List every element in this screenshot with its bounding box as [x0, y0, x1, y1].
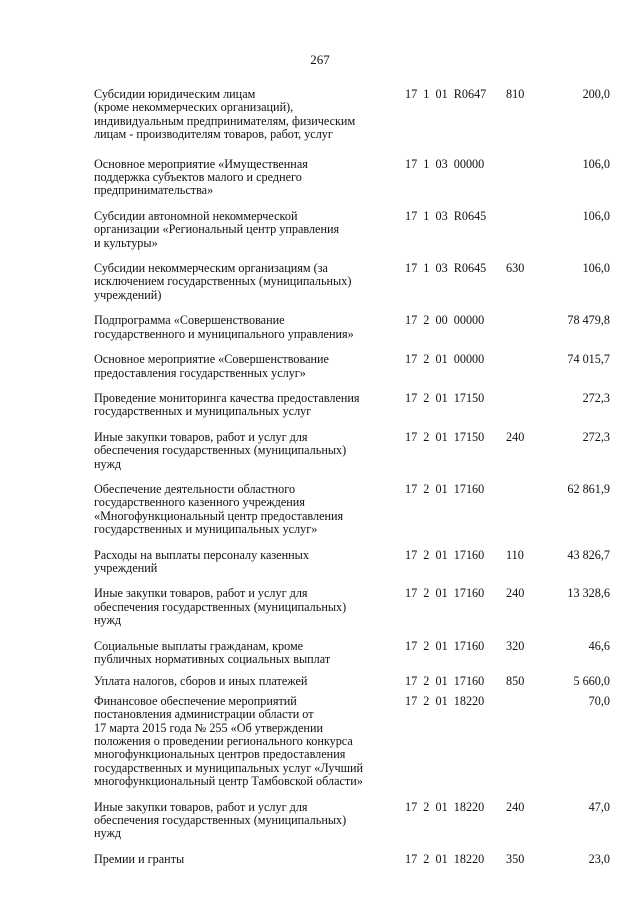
row-code: 17 2 01 17160 — [405, 586, 485, 601]
row-name: Уплата налогов, сборов и иных платежей — [94, 674, 308, 689]
row-name: Субсидии автономной некоммерческой организации «Региональный центр управления и культуры» — [94, 208, 340, 250]
row-vr: 110 — [506, 547, 524, 562]
row-vr: 810 — [506, 87, 525, 101]
row-code: 17 2 00 00000 — [405, 313, 485, 328]
row-sum: 272,3 — [582, 390, 610, 405]
row-name: Основное мероприятие «Имущественная поддержка субъектов малого и среднего предпринимательства» — [94, 156, 308, 198]
row-name: Иные закупки товаров, работ и услуг для обеспечения государственных (муниципальных) нужд — [94, 429, 347, 471]
row-name: Финансовое обеспечение мероприятий постановления администрации области от 17 марта 2015 года № 255 «Об утверждении положения о проведении регионального конкурса многофункциональных центров предоставления государственных и муниципальных услуг «Лучший многофункциональный центр Тамбовской области» — [94, 693, 363, 789]
row-sum: 13 328,6 — [567, 586, 610, 601]
table-row — [94, 392, 610, 419]
row-name: Иные закупки товаров, работ и услуг для обеспечения государственных (муниципальных) нужд — [94, 799, 347, 841]
row-name: Обеспечение деятельности областного государственного казенного учреждения «Многофункциональный центр предоставления государственных и муниципальных услуг» — [94, 481, 344, 537]
row-code: 17 2 01 17160 — [405, 547, 485, 562]
table-row — [94, 483, 610, 537]
page-number: 267 — [310, 52, 330, 67]
table-row — [94, 801, 610, 841]
row-code: 17 2 01 17160 — [405, 481, 485, 496]
table-row — [94, 353, 610, 380]
row-name: Подпрограмма «Совершенствование государственного и муниципального управления» — [94, 313, 354, 341]
table-row — [94, 695, 610, 789]
row-sum: 78 479,8 — [567, 313, 610, 328]
table-row — [94, 675, 610, 688]
row-vr: 320 — [506, 638, 525, 653]
table-row — [94, 262, 610, 302]
row-code: 17 2 01 18220 — [405, 851, 485, 866]
table-row — [94, 853, 610, 866]
row-sum: 74 015,7 — [567, 352, 610, 367]
row-code: 17 1 03 00000 — [405, 156, 485, 171]
table-row — [94, 88, 610, 142]
row-vr: 850 — [506, 674, 525, 689]
row-name: Расходы на выплаты персоналу казенных учреждений — [94, 547, 309, 575]
table-row — [94, 431, 610, 471]
row-code: 17 1 01 R0647 — [405, 87, 487, 101]
row-vr: 240 — [506, 586, 525, 601]
row-code: 17 2 01 17150 — [405, 429, 485, 444]
row-code: 17 2 01 17160 — [405, 674, 485, 689]
row-code: 17 2 01 17160 — [405, 638, 485, 653]
table-row — [94, 640, 610, 667]
row-code: 17 1 03 R0645 — [405, 261, 487, 276]
row-name: Социальные выплаты гражданам, кроме публичных нормативных социальных выплат — [94, 638, 331, 666]
table-row — [94, 587, 610, 627]
row-name: Проведение мониторинга качества предоставления государственных и муниципальных услуг — [94, 390, 360, 419]
row-sum: 70,0 — [588, 693, 610, 708]
row-sum: 62 861,9 — [567, 481, 610, 496]
row-sum: 47,0 — [588, 799, 610, 814]
row-name: Премии и гранты — [94, 851, 185, 866]
table-row — [94, 210, 610, 250]
row-sum: 23,0 — [588, 851, 610, 866]
row-sum: 5 660,0 — [573, 674, 610, 689]
row-vr: 240 — [506, 799, 525, 814]
table-row — [94, 549, 610, 576]
row-sum: 106,0 — [582, 208, 610, 223]
row-sum: 272,3 — [582, 429, 610, 444]
row-sum: 43 826,7 — [567, 547, 610, 562]
row-code: 17 2 01 17150 — [405, 390, 485, 405]
row-name: Субсидии некоммерческим организациям (за исключением государственных (муниципальных) учреждений) — [94, 261, 352, 302]
row-code: 17 1 03 R0645 — [405, 208, 487, 223]
table-row — [94, 314, 610, 341]
row-vr: 240 — [506, 429, 525, 444]
row-vr: 630 — [506, 261, 525, 276]
row-code: 17 2 01 18220 — [405, 693, 485, 708]
row-sum: 200,0 — [582, 87, 610, 101]
row-vr: 350 — [506, 851, 525, 866]
row-code: 17 2 01 18220 — [405, 799, 485, 814]
budget-table — [94, 88, 610, 866]
row-sum: 106,0 — [582, 156, 610, 171]
row-name: Иные закупки товаров, работ и услуг для обеспечения государственных (муниципальных) нужд — [94, 586, 347, 628]
row-sum: 46,6 — [588, 638, 610, 653]
table-row — [94, 158, 610, 198]
row-code: 17 2 01 00000 — [405, 352, 485, 367]
row-name: Субсидии юридическим лицам (кроме некоммерческих организаций), индивидуальным предпринимателям, физическим лицам - производителям товаров, работ, услуг — [94, 87, 356, 142]
row-name: Основное мероприятие «Совершенствование предоставления государственных услуг» — [94, 352, 329, 380]
row-sum: 106,0 — [582, 261, 610, 276]
